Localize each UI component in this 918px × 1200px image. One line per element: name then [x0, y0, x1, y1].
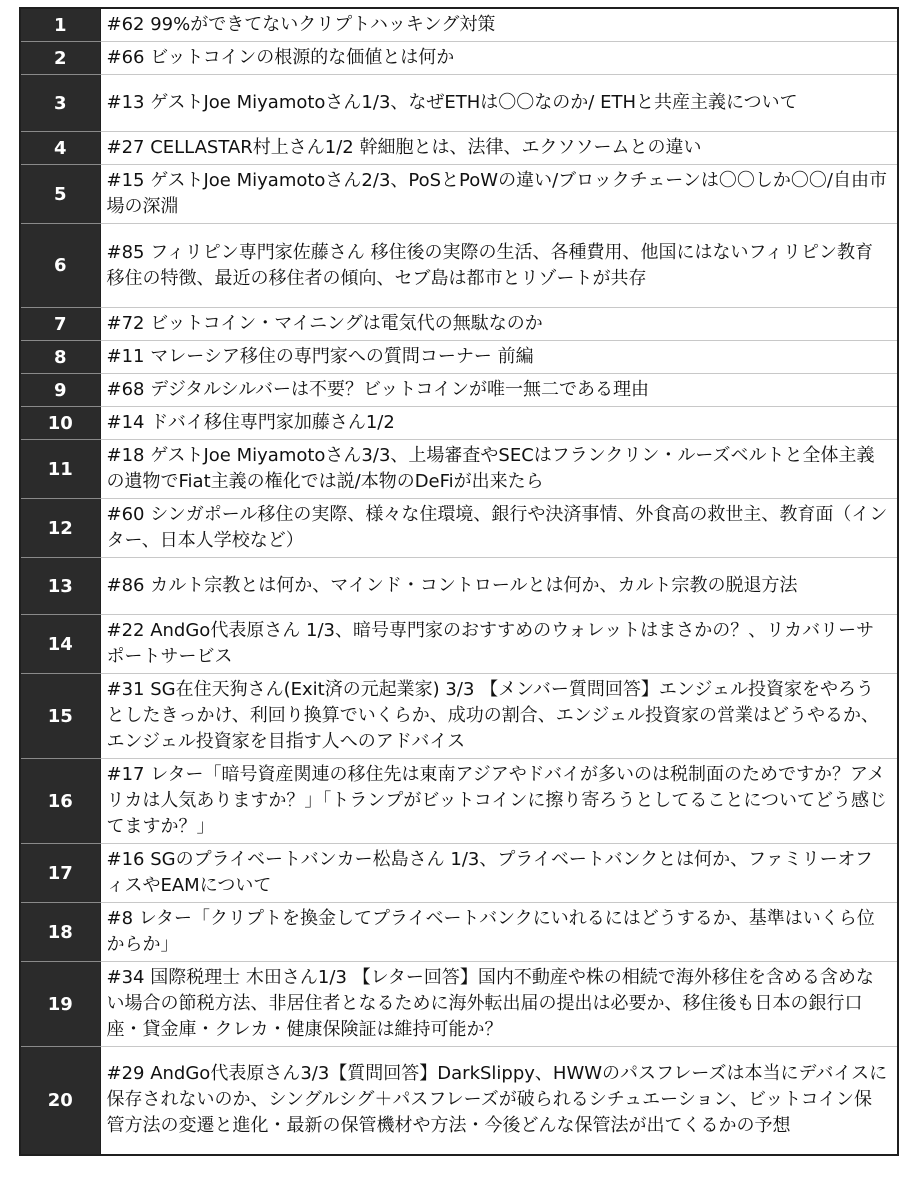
episode-title: #18 ゲストJoe Miyamotoさん3/3、上場審査やSECはフランクリン・ルーズベルトと全体主義の遺物でFiat主義の権化では説/本物のDeFiが出来たら	[100, 440, 898, 499]
episode-title: #27 CELLASTAR村上さん1/2 幹細胞とは、法律、エクソソームとの違い	[100, 132, 898, 165]
rank-number: 3	[20, 75, 100, 132]
rank-number: 15	[20, 674, 100, 759]
rank-number: 7	[20, 308, 100, 341]
rank-number: 5	[20, 165, 100, 224]
episode-title: #60 シンガポール移住の実際、様々な住環境、銀行や決済事情、外食高の救世主、教育面（インター、日本人学校など）	[100, 499, 898, 558]
table-row	[20, 75, 898, 132]
rank-number: 20	[20, 1047, 100, 1155]
rank-number: 14	[20, 615, 100, 674]
table-row	[20, 440, 898, 499]
rank-number: 16	[20, 759, 100, 844]
table-row	[20, 759, 898, 844]
rank-number: 6	[20, 224, 100, 308]
rank-number: 2	[20, 42, 100, 75]
table-row	[20, 1047, 898, 1155]
table-row	[20, 132, 898, 165]
rank-number: 19	[20, 962, 100, 1047]
rank-number: 1	[20, 8, 100, 42]
episode-title: #13 ゲストJoe Miyamotoさん1/3、なぜETHは〇〇なのか/ ETHと共産主義について	[100, 75, 898, 132]
table-row	[20, 903, 898, 962]
episode-title: #14 ドバイ移住専門家加藤さん1/2	[100, 407, 898, 440]
rank-number: 17	[20, 844, 100, 903]
rank-number: 9	[20, 374, 100, 407]
rank-number: 12	[20, 499, 100, 558]
episode-title: #85 フィリピン専門家佐藤さん 移住後の実際の生活、各種費用、他国にはないフィリピン教育移住の特徴、最近の移住者の傾向、セブ島は都市とリゾートが共存	[100, 224, 898, 308]
rank-number: 4	[20, 132, 100, 165]
table-row	[20, 224, 898, 308]
table-row	[20, 615, 898, 674]
table-row	[20, 499, 898, 558]
table-row	[20, 558, 898, 615]
episode-title: #22 AndGo代表原さん 1/3、暗号専門家のおすすめのウォレットはまさかの？、リカバリーサポートサービス	[100, 615, 898, 674]
episode-title: #16 SGのプライベートバンカー松島さん 1/3、プライベートバンクとは何か、ファミリーオフィスやEAMについて	[100, 844, 898, 903]
rank-number: 10	[20, 407, 100, 440]
episode-title: #29 AndGo代表原さん3/3【質問回答】DarkSlippy、HWWのパスフレーズは本当にデバイスに保存されないのか、シングルシグ＋パスフレーズが破られるシチュエーション、ビットコイン保管方法の変遷と進化・最新の保管機材や方法・今後どんな保管法が出てくるかの予想	[100, 1047, 898, 1155]
episode-title: #66 ビットコインの根源的な価値とは何か	[100, 42, 898, 75]
episode-title: #31 SG在住天狗さん(Exit済の元起業家) 3/3 【メンバー質問回答】エンジェル投資家をやろうとしたきっかけ、利回り換算でいくらか、成功の割合、エンジェル投資家の営業はどうやるか、エンジェル投資家を目指す人へのアドバイス	[100, 674, 898, 759]
table-row	[20, 962, 898, 1047]
table-row	[20, 341, 898, 374]
table-row	[20, 165, 898, 224]
episode-title: #8 レター「クリプトを換金してプライベートバンクにいれるにはどうするか、基準はいくら位からか」	[100, 903, 898, 962]
table-row	[20, 844, 898, 903]
rank-number: 13	[20, 558, 100, 615]
episode-title: #11 マレーシア移住の専門家への質問コーナー 前編	[100, 341, 898, 374]
table-row	[20, 374, 898, 407]
episode-title: #86 カルト宗教とは何か、マインド・コントロールとは何か、カルト宗教の脱退方法	[100, 558, 898, 615]
rank-number: 18	[20, 903, 100, 962]
episode-title: #15 ゲストJoe Miyamotoさん2/3、PoSとPoWの違い/ブロックチェーンは〇〇しか〇〇/自由市場の深淵	[100, 165, 898, 224]
table-row	[20, 407, 898, 440]
ranking-table-body	[20, 8, 898, 1155]
rank-number: 11	[20, 440, 100, 499]
ranking-table	[19, 7, 899, 1156]
table-row	[20, 674, 898, 759]
episode-title: #34 国際税理士 木田さん1/3 【レター回答】国内不動産や株の相続で海外移住を含める含めない場合の節税方法、非居住者となるために海外転出届の提出は必要か、移住後も日本の銀行口座・貸金庫・クレカ・健康保険証は維持可能か？	[100, 962, 898, 1047]
table-row	[20, 42, 898, 75]
rank-number: 8	[20, 341, 100, 374]
table-row	[20, 8, 898, 42]
episode-title: #62 99%ができてないクリプトハッキング対策	[100, 8, 898, 42]
episode-title: #17 レター「暗号資産関連の移住先は東南アジアやドバイが多いのは税制面のためですか？アメリカは人気ありますか？」「トランプがビットコインに擦り寄ろうとしてることについてどう感じてますか？」	[100, 759, 898, 844]
episode-title: #68 デジタルシルバーは不要？ビットコインが唯一無二である理由	[100, 374, 898, 407]
table-row	[20, 308, 898, 341]
episode-title: #72 ビットコイン・マイニングは電気代の無駄なのか	[100, 308, 898, 341]
